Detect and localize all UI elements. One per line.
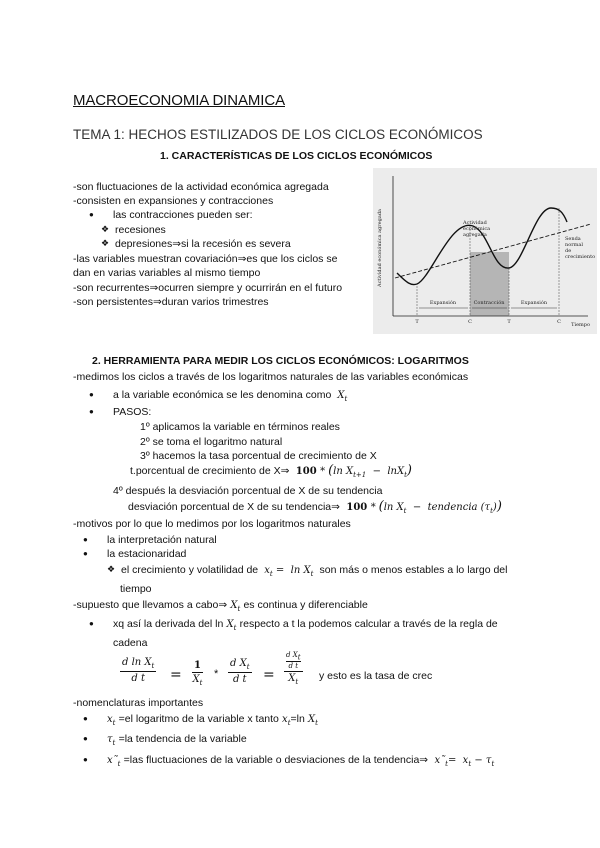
nomenclature-text: =la tendencia de la variable	[118, 733, 247, 745]
math-xt: $x_t$	[107, 714, 116, 727]
nomenclature-bullet	[107, 733, 247, 747]
s1-line: -las variables muestran covariación⇒es que los ciclos se	[73, 253, 338, 265]
nomenclature-heading: -nomenclaturas importantes	[73, 697, 204, 709]
s1-line: -son fluctuaciones de la actividad económica agregada	[73, 181, 329, 193]
s2-bullet: ● PASOS:	[113, 406, 151, 418]
equals-sign: =	[170, 667, 182, 683]
business-cycle-figure	[373, 168, 597, 334]
nomenclature-bullet	[107, 713, 318, 727]
s2-bullet	[113, 389, 347, 403]
math-xt: $X_t$	[223, 619, 237, 632]
nomenclature-text: =las fluctuaciones de la variable o desviaciones de la tendencia⇒	[123, 754, 429, 766]
s1-line: dan en varias variables al mismo tiempo	[73, 267, 261, 279]
s1-subbullet: ❖ recesiones	[115, 224, 166, 236]
motivo-subbullet-text: el crecimiento y volatilidad de	[121, 564, 259, 576]
fraction-dlnx-dt: $\frac{d \ln X_t}{\text{d t}}$	[122, 657, 155, 684]
tick-label: C	[557, 319, 561, 325]
derivative-tail: y esto es la tasa de crec	[319, 670, 433, 682]
phase-label: Contracción	[473, 300, 505, 306]
step-formula: t.porcentual de crecimiento de X⇒ 100 * (ln $X_{t+1} - \ln X_t$)	[130, 463, 412, 479]
trend-label: Senda	[565, 236, 581, 242]
motivo-subbullet-text: son más o menos estables a lo largo del	[319, 564, 508, 576]
motivo-bullet: ● la interpretación natural	[107, 534, 217, 546]
y-axis-label: Actividad económica agregada	[377, 208, 383, 288]
trend-label: normal	[565, 242, 583, 248]
page-title: MACROECONOMIA DINAMICA	[73, 92, 285, 109]
fraction-compound: d $X_t$ d t $X_t$	[286, 651, 301, 687]
derivative-text: respecto a t la podemos calcular a través de la regla de	[239, 618, 498, 630]
math-xt-ln: $x_t = \ln X_t$	[261, 565, 314, 578]
supuesto-line	[73, 599, 368, 613]
trend-label: de	[565, 248, 572, 254]
s2-bullet-text: a la variable económica se les denomina como	[113, 389, 332, 401]
step-formula: desviación porcentual de X de su tendencia⇒ 100 * (ln $X_t$ − tendencia $(\tau_t)$)	[128, 499, 502, 515]
step-formula-text: t.porcentual de crecimiento de X⇒	[130, 465, 290, 477]
trend-label: crecimiento	[565, 254, 596, 260]
math-fluctuation: $x˜_t= x_t - \tau_t$	[428, 755, 495, 768]
tick-label: T	[415, 319, 419, 325]
s1-subbullet: ❖ depresiones⇒si la recesión es severa	[115, 238, 291, 250]
nomenclature-text: =el logaritmo de la variable x tanto	[118, 713, 279, 725]
phase-label: Expansión	[429, 300, 457, 306]
supuesto-text: es continua y diferenciable	[243, 599, 368, 611]
math-xt: $x_t$	[278, 714, 291, 727]
s1-line: -consisten en expansiones y contracciones	[73, 195, 274, 207]
step: 3º hacemos la tasa porcentual de crecimiento de X	[140, 450, 377, 462]
nomenclature-text: =ln	[290, 713, 305, 725]
motivo-continuation: tiempo	[120, 583, 152, 595]
s1-bullet: ● las contracciones pueden ser:	[113, 209, 253, 221]
section-2-heading: 2. HERRAMIENTA PARA MEDIR LOS CICLOS ECONÓMICOS: LOGARITMOS	[92, 355, 469, 367]
step: 2º se toma el logaritmo natural	[140, 436, 283, 448]
s2-intro: -medimos los ciclos a través de los logaritmos naturales de las variables económicas	[73, 371, 469, 383]
times-sign: *	[214, 668, 219, 680]
curve-label: agregada	[463, 232, 487, 238]
derivative-text: xq así la derivada del ln	[113, 618, 224, 630]
math-growth-rate-paren: (	[328, 463, 334, 478]
math-tau: $\tau_t$	[107, 734, 116, 747]
math-growth-rate-body: $\ln X_{t+1} - \ln X_t$	[333, 466, 407, 479]
curve-label: Actividad	[463, 220, 487, 226]
topic-title: TEMA 1: HECHOS ESTILIZADOS DE LOS CICLOS ECONÓMICOS	[73, 127, 483, 142]
step: 4º después la desviación porcentual de X de su tendencia	[113, 485, 383, 497]
s1-line: -son persistentes⇒duran varios trimestres	[73, 296, 269, 308]
derivative-continuation: cadena	[113, 637, 148, 649]
section-1-heading: 1. CARACTERÍSTICAS DE LOS CICLOS ECONÓMICOS	[160, 150, 433, 162]
math-deviation-body: $\ln X_t$ − tendencia $(\tau_t)$	[383, 502, 497, 515]
curve-label: económica	[463, 226, 491, 232]
math-deviation: 100 *	[342, 502, 376, 513]
math-growth-rate: 100 *	[292, 466, 326, 477]
x-axis-label: Tiempo	[571, 322, 590, 328]
math-xt: $X_t$	[227, 600, 241, 613]
phase-label: Expansión	[520, 300, 548, 306]
step-formula-text: desviación porcentual de X de su tendencia⇒	[128, 501, 340, 513]
motivo-bullet: ● la estacionaridad	[107, 548, 186, 560]
motivo-subbullet	[121, 564, 507, 578]
motivos-line: -motivos por lo que lo medimos por los logaritmos naturales	[73, 518, 351, 530]
tick-label: T	[507, 319, 511, 325]
business-cycle-diagram	[373, 168, 597, 334]
nomenclature-bullet	[107, 754, 494, 768]
fraction-1-over-x: $\frac{1}{X_t}$	[192, 660, 203, 687]
math-xt: $X_t$	[334, 390, 348, 403]
math-xt: $X_t$	[304, 714, 318, 727]
s1-line: -son recurrentes⇒ocurren siempre y ocurrirán en el futuro	[73, 282, 343, 294]
step: 1º aplicamos la variable en términos reales	[140, 421, 340, 433]
equals-sign: =	[263, 667, 275, 683]
contraction-shade	[470, 252, 509, 316]
tick-label: C	[468, 319, 472, 325]
math-x-tilde: $x˜_t$	[107, 755, 121, 768]
fraction-dx-dt: $\frac{d X_t}{\text{d t}}$	[230, 658, 250, 685]
supuesto-text: -supuesto que llevamos a cabo⇒	[73, 599, 228, 611]
derivative-bullet	[113, 618, 498, 632]
